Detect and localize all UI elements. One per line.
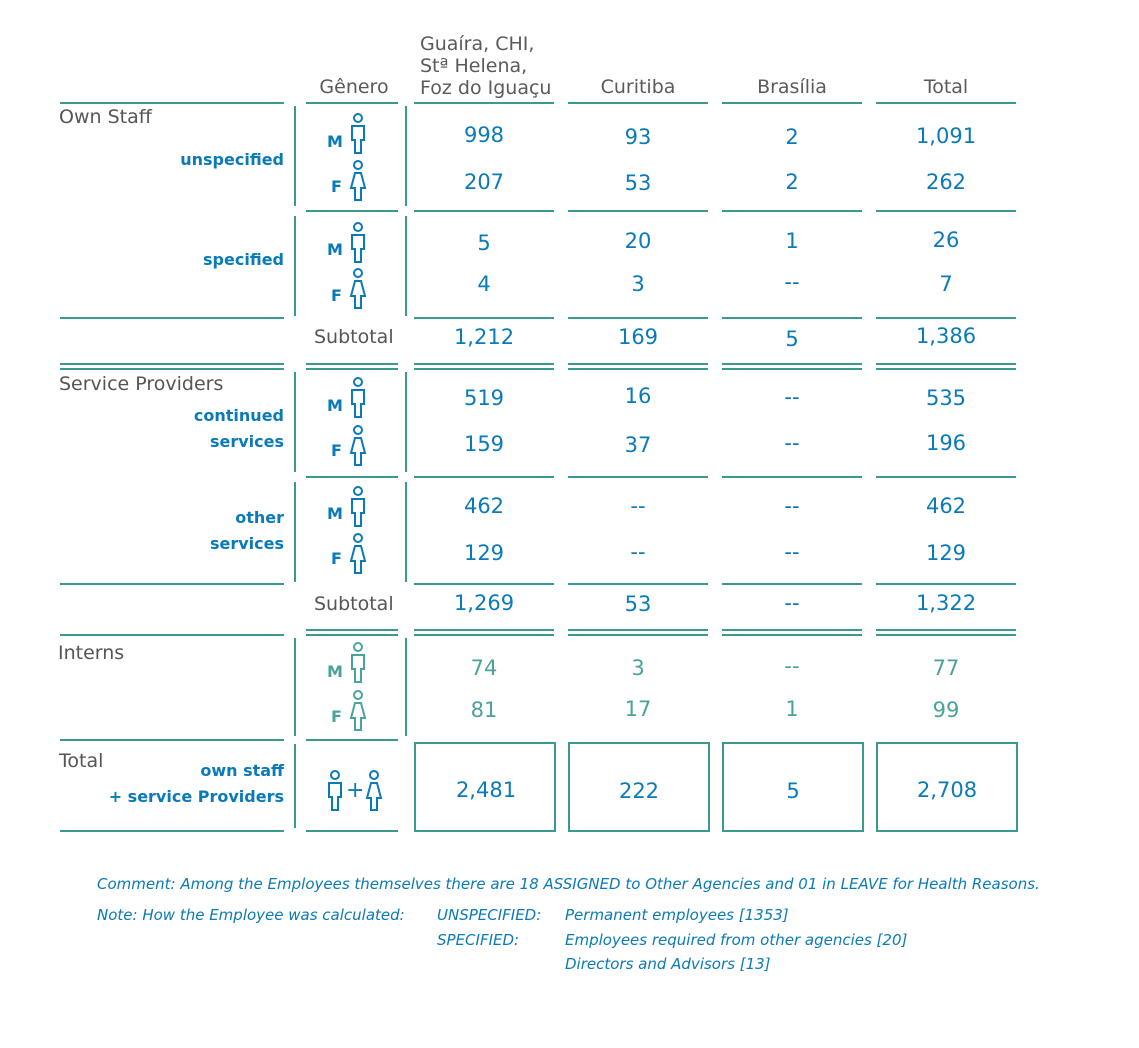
gender-label-m: M <box>327 132 343 151</box>
cell: 1 <box>785 697 799 721</box>
sublabel-other-line2: services <box>209 534 284 553</box>
double-rule <box>306 629 398 636</box>
double-rule <box>876 629 1016 636</box>
divider <box>405 372 407 472</box>
cell: 2 <box>785 125 799 149</box>
cell: 196 <box>925 431 967 455</box>
divider <box>294 744 296 828</box>
cell: 5 <box>785 327 799 351</box>
male-person-icon <box>348 486 368 528</box>
rule <box>414 476 554 478</box>
cell: 53 <box>624 171 652 195</box>
header-curitiba: Curitiba <box>600 76 676 98</box>
header-guaira-line3: Foz do Iguaçu <box>420 77 552 99</box>
note-specified-key: SPECIFIED: <box>437 931 520 949</box>
sublabel-unspecified: unspecified <box>180 150 284 169</box>
gender-label-m: M <box>327 504 343 523</box>
divider <box>405 482 407 582</box>
cell: 37 <box>624 433 652 457</box>
cell: 1,269 <box>453 591 515 615</box>
cell: 99 <box>932 698 960 722</box>
note-unspecified-key: UNSPECIFIED: <box>437 906 542 924</box>
gender-label-m: M <box>327 240 343 259</box>
note-specified-value-1: Employees required from other agencies [20] <box>565 931 908 949</box>
cell: -- <box>784 540 800 564</box>
cell: 74 <box>470 656 498 680</box>
cell: 93 <box>624 125 652 149</box>
sublabel-continued-line2: services <box>209 432 284 451</box>
cell: 998 <box>463 123 505 147</box>
rule <box>306 476 398 478</box>
cell: 1,322 <box>915 591 977 615</box>
header-brasilia: Brasília <box>757 76 827 98</box>
cell: 5 <box>477 231 491 255</box>
cell: 129 <box>925 541 967 565</box>
cell: 2 <box>785 170 799 194</box>
rule <box>414 583 554 585</box>
cell: 17 <box>624 697 652 721</box>
cell: -- <box>630 540 646 564</box>
sublabel-continued-line1: continued <box>193 406 284 425</box>
female-person-icon <box>364 770 384 812</box>
cell: 2,481 <box>455 778 517 802</box>
rule <box>722 583 862 585</box>
double-rule <box>306 363 398 370</box>
section-total: Total <box>59 750 104 772</box>
male-person-icon <box>348 113 368 155</box>
header-genero: Gênero <box>319 76 389 98</box>
female-person-icon <box>348 425 368 467</box>
double-rule <box>414 629 554 636</box>
cell: 53 <box>624 592 652 616</box>
cell: 1,212 <box>453 325 515 349</box>
note-unspecified-value: Permanent employees [1353] <box>565 906 789 924</box>
female-person-icon <box>348 690 368 732</box>
sublabel-own-staff-line2: + service Providers <box>108 787 284 806</box>
rule <box>306 102 398 104</box>
section-own-staff: Own Staff <box>59 106 152 128</box>
cell: 535 <box>925 386 967 410</box>
divider <box>405 106 407 206</box>
divider <box>294 106 296 206</box>
rule <box>876 102 1016 104</box>
rule <box>876 210 1016 212</box>
cell: 462 <box>463 494 505 518</box>
divider <box>294 216 296 316</box>
cell: -- <box>784 270 800 294</box>
note-label: Note: How the Employee was calculated: <box>97 906 405 924</box>
subtotal-label: Subtotal <box>314 593 394 615</box>
gender-label-f: F <box>331 286 342 305</box>
rule <box>60 317 284 319</box>
divider <box>294 482 296 582</box>
rule <box>60 634 284 636</box>
female-person-icon <box>348 268 368 310</box>
rule <box>306 830 398 832</box>
cell: 169 <box>617 325 659 349</box>
sublabel-own-staff-providers <box>60 758 284 810</box>
rule <box>722 476 862 478</box>
cell: 4 <box>477 272 491 296</box>
rule <box>60 583 284 585</box>
female-person-icon <box>348 533 368 575</box>
double-rule <box>568 363 708 370</box>
rule <box>414 317 554 319</box>
header-guaira-line1: Guaíra, CHI, <box>420 33 535 55</box>
cell: 129 <box>463 541 505 565</box>
sublabel-own-staff-line1: own staff <box>200 761 284 780</box>
cell: 3 <box>631 656 645 680</box>
cell: 5 <box>786 779 800 803</box>
cell: 77 <box>932 656 960 680</box>
rule <box>568 583 708 585</box>
cell: 7 <box>939 272 953 296</box>
plus-sign: + <box>346 778 365 803</box>
rule <box>876 317 1016 319</box>
double-rule <box>722 629 862 636</box>
rule <box>722 317 862 319</box>
gender-label-f: F <box>331 707 342 726</box>
gender-label-f: F <box>331 177 342 196</box>
cell: -- <box>784 431 800 455</box>
header-total: Total <box>923 76 969 98</box>
gender-label-m: M <box>327 662 343 681</box>
sublabel-other-line1: other <box>235 508 284 527</box>
cell: 20 <box>624 229 652 253</box>
male-person-icon <box>348 222 368 264</box>
rule <box>876 583 1016 585</box>
double-rule <box>60 363 284 370</box>
cell: -- <box>784 385 800 409</box>
cell: 81 <box>470 698 498 722</box>
sublabel-specified: specified <box>203 250 284 269</box>
double-rule <box>414 363 554 370</box>
rule <box>414 102 554 104</box>
male-person-icon <box>325 770 345 812</box>
note-specified-value-2: Directors and Advisors [13] <box>565 955 771 973</box>
rule <box>60 830 284 832</box>
cell: -- <box>784 494 800 518</box>
rule <box>306 739 398 741</box>
subtotal-label: Subtotal <box>314 326 394 348</box>
divider <box>294 638 296 736</box>
section-service-providers: Service Providers <box>59 373 224 395</box>
gender-label-f: F <box>331 549 342 568</box>
cell: 159 <box>463 432 505 456</box>
cell: 2,708 <box>916 778 978 802</box>
comment-text: Comment: Among the Employees themselves there are 18 ASSIGNED to Other Agencies and 01 in LEAVE for Health Reasons. <box>97 875 1040 893</box>
cell: 1,091 <box>915 124 977 148</box>
rule <box>722 102 862 104</box>
rule <box>722 210 862 212</box>
divider <box>405 638 407 736</box>
cell: 222 <box>618 779 660 803</box>
rule <box>414 210 554 212</box>
male-person-icon <box>348 642 368 684</box>
male-person-icon <box>348 377 368 419</box>
sublabel-other <box>100 505 284 557</box>
cell: -- <box>630 494 646 518</box>
cell: 1 <box>785 229 799 253</box>
rule <box>60 102 284 104</box>
gender-label-m: M <box>327 396 343 415</box>
sublabel-continued <box>100 403 284 455</box>
cell: 26 <box>932 228 960 252</box>
cell: 207 <box>463 170 505 194</box>
double-rule <box>568 629 708 636</box>
rule <box>568 317 708 319</box>
header-guaira <box>420 33 570 99</box>
rule <box>876 476 1016 478</box>
cell: 16 <box>624 384 652 408</box>
divider <box>405 216 407 316</box>
rule <box>568 210 708 212</box>
rule <box>60 739 284 741</box>
cell: -- <box>784 591 800 615</box>
section-interns: Interns <box>58 642 125 664</box>
cell: -- <box>784 654 800 678</box>
double-rule <box>722 363 862 370</box>
divider <box>294 372 296 472</box>
cell: 1,386 <box>915 324 977 348</box>
rule <box>306 210 398 212</box>
female-person-icon <box>348 160 368 202</box>
double-rule <box>876 363 1016 370</box>
cell: 519 <box>463 386 505 410</box>
cell: 462 <box>925 494 967 518</box>
cell: 262 <box>925 170 967 194</box>
rule <box>568 102 708 104</box>
cell: 3 <box>631 272 645 296</box>
rule <box>568 476 708 478</box>
gender-label-f: F <box>331 441 342 460</box>
header-guaira-line2: Stª Helena, <box>420 55 528 77</box>
